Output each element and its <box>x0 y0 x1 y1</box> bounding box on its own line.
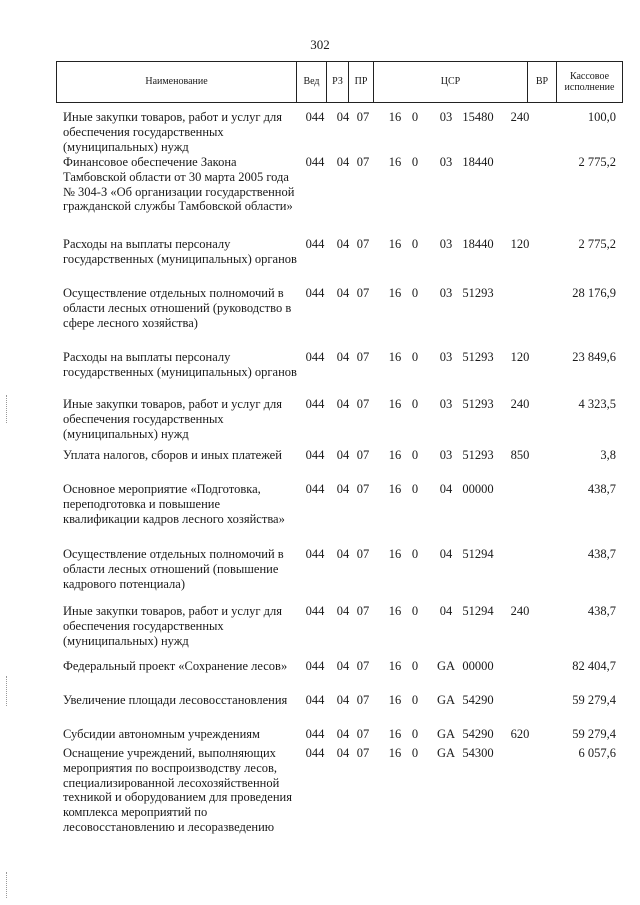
cell-ved: 044 <box>305 547 325 561</box>
cell-ved: 044 <box>305 746 325 760</box>
margin-mark-2 <box>6 676 8 706</box>
cell-name: Осуществление отдельных полномочий в области лесных отношений (руководство в сфере лесного хозяйства) <box>63 286 292 330</box>
page-number: 302 <box>310 37 330 52</box>
cell-pr: 07 <box>356 110 370 124</box>
cell-dir: 00000 <box>462 659 494 673</box>
cell-ved: 044 <box>305 350 325 364</box>
cell-prog: 16 <box>388 659 402 673</box>
cell-ved: 044 <box>305 604 325 618</box>
cell-dir: 54300 <box>462 746 494 760</box>
cell-sum: 2 775,2 <box>578 237 616 251</box>
cell-main: 04 <box>439 604 453 618</box>
cell-prog: 16 <box>388 448 402 462</box>
cell-sum: 3,8 <box>600 448 616 462</box>
cell-main: GA <box>436 693 456 707</box>
cell-pr: 07 <box>356 693 370 707</box>
cell-pr: 07 <box>356 547 370 561</box>
header-sum-line1: Кассовое <box>569 70 610 82</box>
header-ved: Вед <box>297 62 327 103</box>
cell-prog: 16 <box>388 604 402 618</box>
cell-sub: 0 <box>411 746 419 760</box>
cell-prog: 16 <box>388 482 402 496</box>
cell-pr: 07 <box>356 448 370 462</box>
cell-prog: 16 <box>388 350 402 364</box>
cell-dir: 51293 <box>462 448 494 462</box>
cell-pr: 07 <box>356 746 370 760</box>
cell-pr: 07 <box>356 482 370 496</box>
cell-main: 03 <box>439 237 453 251</box>
header-rz: РЗ <box>327 62 349 103</box>
cell-ved: 044 <box>305 286 325 300</box>
cell-rz: 04 <box>336 693 350 707</box>
cell-pr: 07 <box>356 604 370 618</box>
cell-rz: 04 <box>336 746 350 760</box>
header-sum-line2: исполнение <box>564 82 615 93</box>
cell-vr: 620 <box>510 727 530 741</box>
cell-dir: 51294 <box>462 604 494 618</box>
cell-dir: 54290 <box>462 693 494 707</box>
cell-rz: 04 <box>336 604 350 618</box>
header-csr: ЦСР <box>374 62 528 103</box>
cell-dir: 51293 <box>462 397 494 411</box>
cell-sub: 0 <box>411 547 419 561</box>
cell-vr: 240 <box>510 604 530 618</box>
cell-sub: 0 <box>411 693 419 707</box>
cell-vr: 240 <box>510 110 530 124</box>
cell-sub: 0 <box>411 110 419 124</box>
cell-vr: 850 <box>510 448 530 462</box>
header-pr: ПР <box>349 62 374 103</box>
cell-sub: 0 <box>411 727 419 741</box>
cell-ved: 044 <box>305 482 325 496</box>
cell-sum: 438,7 <box>587 547 616 561</box>
cell-pr: 07 <box>356 237 370 251</box>
cell-rz: 04 <box>336 155 350 169</box>
cell-rz: 04 <box>336 448 350 462</box>
cell-ved: 044 <box>305 237 325 251</box>
cell-sub: 0 <box>411 659 419 673</box>
margin-mark-1 <box>6 395 8 423</box>
cell-prog: 16 <box>388 397 402 411</box>
cell-main: GA <box>436 746 456 760</box>
header-vr: ВР <box>528 62 557 103</box>
cell-name: Оснащение учреждений, выполняющих мероприятия по воспроизводству лесов, специализированной лесохозяйственной техникой и оборудованием для проведения комплекса мероприятий по лесовосстановлению и лесоразведению <box>63 746 292 834</box>
cell-main: 03 <box>439 397 453 411</box>
cell-prog: 16 <box>388 110 402 124</box>
cell-dir: 18440 <box>462 237 494 251</box>
cell-sub: 0 <box>411 286 419 300</box>
cell-sum: 438,7 <box>587 604 616 618</box>
cell-prog: 16 <box>388 155 402 169</box>
cell-ved: 044 <box>305 727 325 741</box>
cell-name: Основное мероприятие «Подготовка, переподготовка и повышение квалификации кадров лесного хозяйства» <box>63 482 285 526</box>
cell-rz: 04 <box>336 482 350 496</box>
cell-name: Уплата налогов, сборов и иных платежей <box>63 448 282 462</box>
cell-rz: 04 <box>336 286 350 300</box>
cell-dir: 51293 <box>462 286 494 300</box>
cell-pr: 07 <box>356 397 370 411</box>
cell-name: Федеральный проект «Сохранение лесов» <box>63 659 288 673</box>
cell-ved: 044 <box>305 659 325 673</box>
cell-sum: 100,0 <box>587 110 616 124</box>
cell-dir: 54290 <box>462 727 494 741</box>
cell-name: Иные закупки товаров, работ и услуг для обеспечения государственных (муниципальных) нужд <box>63 110 283 154</box>
cell-prog: 16 <box>388 547 402 561</box>
cell-sub: 0 <box>411 448 419 462</box>
cell-ved: 044 <box>305 110 325 124</box>
header-sum <box>557 62 623 103</box>
cell-main: 04 <box>439 482 453 496</box>
cell-pr: 07 <box>356 350 370 364</box>
cell-sum: 28 176,9 <box>572 286 616 300</box>
cell-rz: 04 <box>336 237 350 251</box>
cell-ved: 044 <box>305 448 325 462</box>
cell-sub: 0 <box>411 604 419 618</box>
cell-sum: 6 057,6 <box>578 746 616 760</box>
cell-sub: 0 <box>411 155 419 169</box>
cell-main: 03 <box>439 110 453 124</box>
cell-vr: 240 <box>510 397 530 411</box>
cell-ved: 044 <box>305 693 325 707</box>
cell-sub: 0 <box>411 397 419 411</box>
cell-pr: 07 <box>356 727 370 741</box>
cell-sub: 0 <box>411 237 419 251</box>
cell-sum: 59 279,4 <box>572 693 616 707</box>
cell-name: Расходы на выплаты персоналу государственных (муниципальных) органов <box>63 237 297 266</box>
cell-main: 03 <box>439 155 453 169</box>
cell-rz: 04 <box>336 659 350 673</box>
cell-sub: 0 <box>411 350 419 364</box>
cell-main: GA <box>436 659 456 673</box>
cell-main: GA <box>436 727 456 741</box>
cell-main: 03 <box>439 286 453 300</box>
table-header <box>56 61 623 103</box>
margin-mark-3 <box>6 872 8 898</box>
cell-main: 04 <box>439 547 453 561</box>
cell-name: Финансовое обеспечение Закона Тамбовской области от 30 марта 2005 года № 304-З «Об организации государственной гражданской службы Тамбовской области» <box>63 155 295 214</box>
cell-rz: 04 <box>336 110 350 124</box>
cell-dir: 15480 <box>462 110 494 124</box>
cell-vr: 120 <box>510 350 530 364</box>
cell-name: Иные закупки товаров, работ и услуг для обеспечения государственных (муниципальных) нужд <box>63 604 283 648</box>
cell-sum: 23 849,6 <box>572 350 616 364</box>
cell-pr: 07 <box>356 286 370 300</box>
cell-sum: 59 279,4 <box>572 727 616 741</box>
cell-name: Расходы на выплаты персоналу государственных (муниципальных) органов <box>63 350 297 379</box>
cell-rz: 04 <box>336 547 350 561</box>
cell-ved: 044 <box>305 397 325 411</box>
cell-name: Иные закупки товаров, работ и услуг для обеспечения государственных (муниципальных) нужд <box>63 397 283 441</box>
cell-prog: 16 <box>388 237 402 251</box>
cell-vr: 120 <box>510 237 530 251</box>
cell-dir: 51294 <box>462 547 494 561</box>
cell-sum: 438,7 <box>587 482 616 496</box>
cell-dir: 18440 <box>462 155 494 169</box>
cell-sum: 4 323,5 <box>578 397 616 411</box>
cell-prog: 16 <box>388 727 402 741</box>
cell-sub: 0 <box>411 482 419 496</box>
cell-sum: 82 404,7 <box>572 659 616 673</box>
cell-dir: 51293 <box>462 350 494 364</box>
cell-pr: 07 <box>356 155 370 169</box>
cell-ved: 044 <box>305 155 325 169</box>
cell-rz: 04 <box>336 350 350 364</box>
header-name: Наименование <box>57 62 297 103</box>
cell-rz: 04 <box>336 397 350 411</box>
cell-pr: 07 <box>356 659 370 673</box>
cell-name: Субсидии автономным учреждениям <box>63 727 260 741</box>
cell-prog: 16 <box>388 746 402 760</box>
cell-dir: 00000 <box>462 482 494 496</box>
cell-prog: 16 <box>388 286 402 300</box>
cell-name: Осуществление отдельных полномочий в области лесных отношений (повышение кадрового потенциала) <box>63 547 284 591</box>
cell-rz: 04 <box>336 727 350 741</box>
cell-prog: 16 <box>388 693 402 707</box>
cell-main: 03 <box>439 350 453 364</box>
cell-main: 03 <box>439 448 453 462</box>
cell-name: Увеличение площади лесовосстановления <box>63 693 288 707</box>
cell-sum: 2 775,2 <box>578 155 616 169</box>
